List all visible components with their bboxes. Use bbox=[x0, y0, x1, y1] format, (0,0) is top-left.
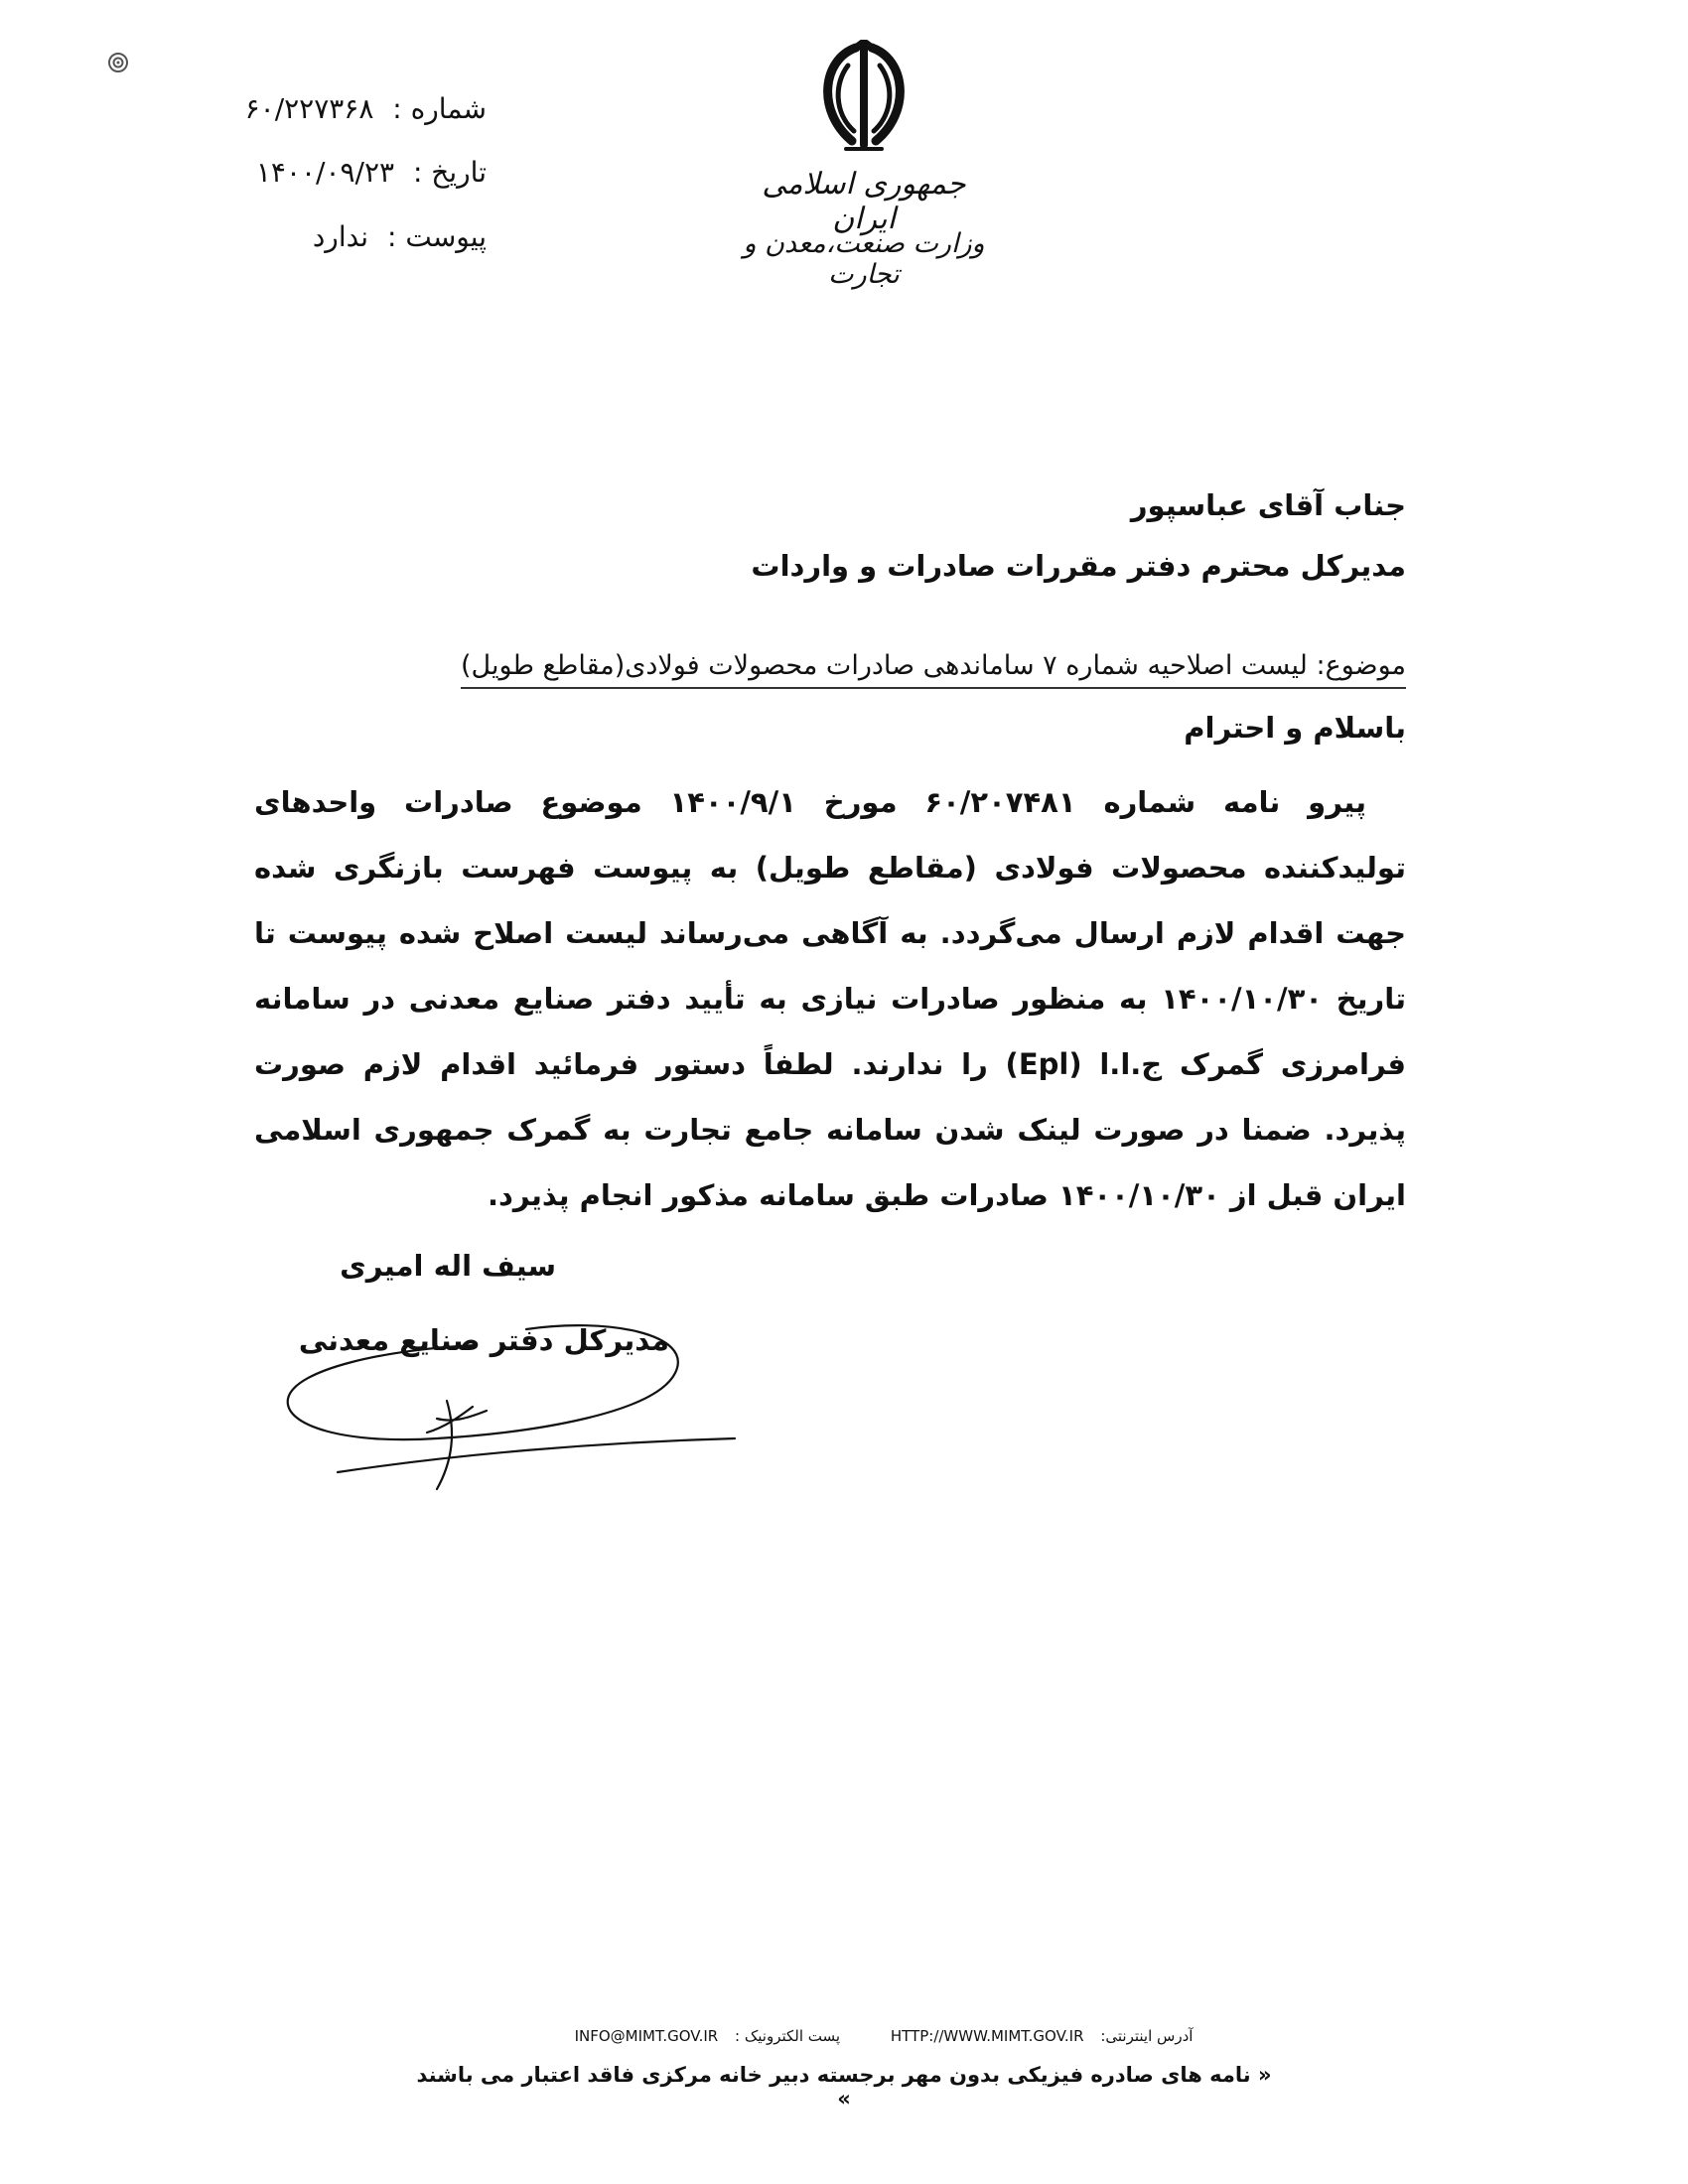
signer-title: مدیرکل دفتر صنایع معدنی bbox=[298, 1323, 669, 1357]
letter-attachment bbox=[189, 220, 487, 253]
greeting: باسلام و احترام bbox=[1184, 711, 1406, 745]
email-address[interactable]: INFO@MIMT.GOV.IR bbox=[574, 2027, 719, 2045]
letter-date bbox=[189, 156, 487, 189]
subject-line bbox=[413, 650, 1406, 689]
iran-emblem-logo bbox=[794, 40, 933, 159]
round-stamp-mark bbox=[107, 52, 129, 73]
recipient-name: جناب آقای عباسپور bbox=[1130, 488, 1406, 522]
website-address[interactable]: HTTP://WWW.MIMT.GOV.IR bbox=[890, 2027, 1084, 2045]
handwritten-signature bbox=[278, 1315, 745, 1504]
footer-notice: « نامه های صادره فیزیکی بدون مهر برجسته دبیر خانه مرکزی فاقد اعتبار می باشند » bbox=[416, 2063, 1272, 2111]
letter-number bbox=[189, 92, 487, 125]
number-value: ۶۰/۲۲۷۳۶۸ bbox=[244, 92, 374, 125]
attachment-label: پیوست : bbox=[387, 220, 487, 253]
attachment-value: ندارد bbox=[312, 220, 369, 253]
signer-name: سیف اله امیری bbox=[340, 1249, 556, 1283]
subject bbox=[461, 650, 1406, 689]
subject-label: موضوع: bbox=[1316, 650, 1406, 681]
footer-contact bbox=[477, 2027, 1291, 2045]
website-label: آدرس اینترنتی: bbox=[1100, 2027, 1194, 2045]
emblem-ministry-name: وزارت صنعت،معدن و تجارت bbox=[743, 228, 985, 290]
date-label: تاریخ : bbox=[412, 156, 487, 189]
date-value: ۱۴۰۰/۰۹/۲۳ bbox=[255, 156, 395, 189]
email-label: پست الکترونیک : bbox=[735, 2027, 841, 2045]
recipient-title: مدیرکل محترم دفتر مقررات صادرات و واردات bbox=[751, 549, 1406, 583]
subject-text: لیست اصلاحیه شماره ۷ ساماندهی صادرات محصولات فولادی(مقاطع طویل) bbox=[461, 650, 1308, 681]
letter-body: پیرو نامه شماره ۶۰/۲۰۷۴۸۱ مورخ ۱۴۰۰/۹/۱ موضوع صادرات واحدهای تولیدکننده محصولات فولادی (مقاطع طویل) به پیوست فهرست بازنگری شده جهت اقدام لازم ارسال می‌گردد. به آگاهی می‌رساند لیست اصلاح شده پیوست تا تاریخ ۱۴۰۰/۱۰/۳۰ به منظور صادرات نیازی به تأیید دفتر صنایع معدنی در سامانه فرامرزی گمرک ج.ا.ا (Epl) را ندارند. لطفاً دستور فرمائید اقدام لازم صورت پذیرد. ضمنا در صورت لینک شدن سامانه جامع تجارت به گمرک جمهوری اسلامی ایران قبل از ۱۴۰۰/۱۰/۳۰ صادرات طبق سامانه مذکور انجام پذیرد. bbox=[254, 785, 1407, 1212]
emblem-republic-name: جمهوری اسلامی ایران bbox=[762, 167, 966, 236]
number-label: شماره : bbox=[392, 92, 487, 125]
